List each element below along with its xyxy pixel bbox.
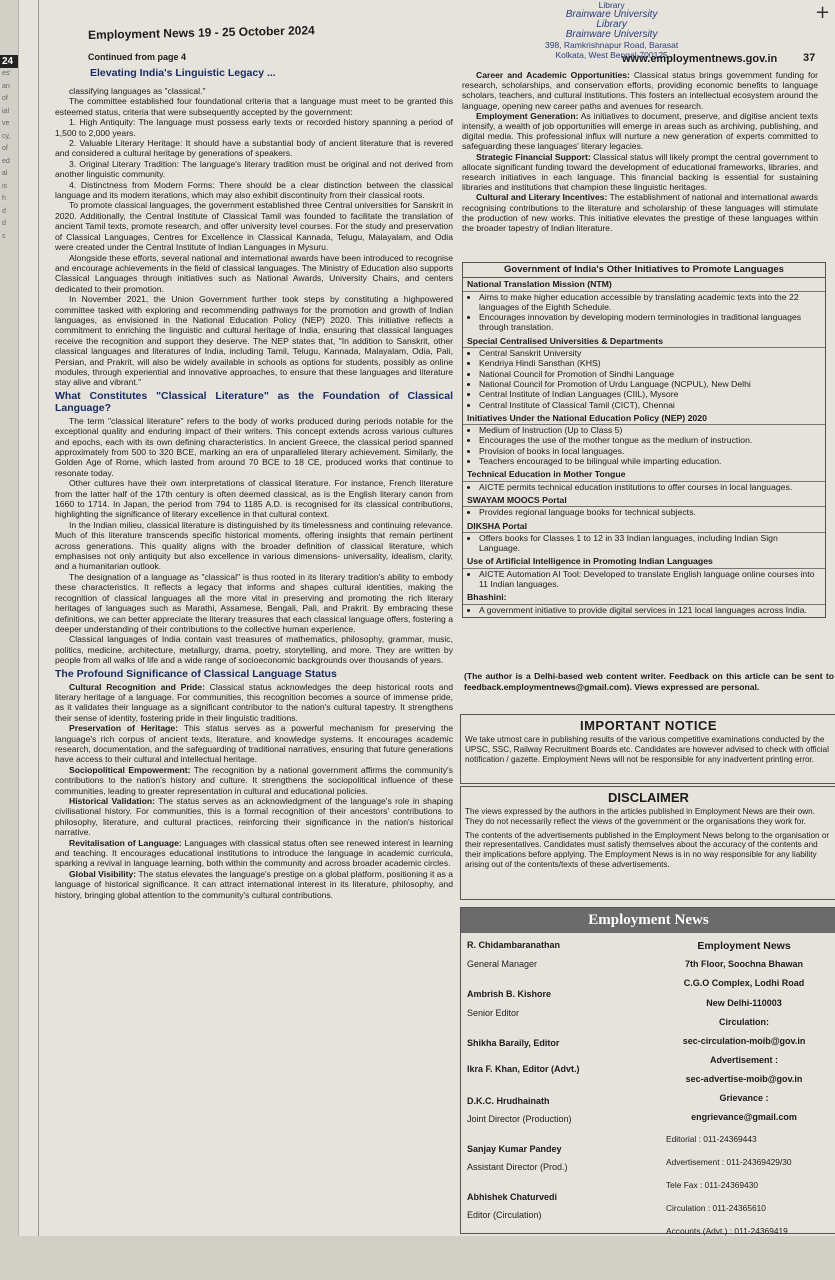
phone-line: Tele Fax : 011-24369430 (666, 1180, 759, 1190)
section-heading: The Profound Significance of Classical Language Status (55, 667, 337, 680)
stamp-line: Library (596, 19, 627, 30)
point-text: Classical status will likely prompt the central government to allocate significant funding toward the development of educational frameworks, libraries, and research initiatives in each language. This financial backing is essential for sustaining libraries and institutions that champion these linguistic heritages. (462, 151, 818, 193)
initiative-list (463, 507, 825, 519)
library-stamp (545, 0, 678, 60)
initiative-section-title: National Translation Mission (NTM) (463, 278, 825, 291)
benefit-point (462, 111, 818, 152)
staff-name: D.K.C. Hrudhainath (467, 1096, 550, 1106)
significance-point (55, 796, 453, 838)
initiative-section-title: Use of Artificial Intelligence in Promoting Indian Languages (463, 555, 825, 568)
point-lead: Sociopolitical Empowerment: (69, 764, 191, 775)
point-text: Languages with classical status often see renewed interest in learning and teaching. It encourages educational institutions to introduce the language in academic curricula, sparking a revival in language learning, both within the community and across broader academic circles. (55, 837, 453, 869)
right-column-body (462, 70, 818, 233)
spine-fragment: ial (2, 107, 10, 115)
important-notice-box (460, 714, 835, 784)
masthead-title: Employment News (461, 908, 835, 933)
spine-fragment: s (2, 232, 6, 240)
notice-title: IMPORTANT NOTICE (579, 718, 718, 733)
initiative-list (463, 292, 825, 335)
initiative-item: • Medium of Instruction (Up to Class 5) (479, 425, 821, 435)
office-line: Employment News (697, 940, 791, 952)
office-line: C.G.O Complex, Lodhi Road (683, 978, 805, 988)
article-body (55, 86, 453, 900)
point-text: Classical status acknowledges the deep historical roots and literary heritage of a language. For communities, this recognition becomes a source of immense pride, as it validates their language as a significant contributor to the nation's cultural tapestry. It strengthens their sense of identity, fostering pride in their linguistic traditions. (55, 681, 453, 723)
article-paragraph: The committee established four foundational criteria that a language must meet to be granted this esteemed status, criteria that were subsequently accepted by the government: (55, 96, 453, 117)
initiative-list (463, 425, 825, 468)
spine-fragment: es' (2, 70, 11, 77)
initiative-section-title: SWAYAM MOOCS Portal (463, 494, 825, 507)
initiative-section-title: DIKSHA Portal (463, 520, 825, 533)
stamp-line: Library (598, 0, 625, 10)
point-lead: Preservation of Heritage: (69, 723, 179, 734)
staff-name: Shikha Baraily, Editor (467, 1038, 560, 1048)
staff-role: Assistant Director (Prod.) (467, 1162, 568, 1172)
initiative-list (463, 482, 825, 494)
significance-point (55, 765, 453, 796)
article-paragraph: In the Indian milieu, classical literature is distinguished by its timelessness and continuing relevance. Much of this literature transcends specific historical moments, offering insights that remain pertinent across generations. This quality aligns with the broader definition of classical literature, which emphasises not only antiquity but also excellence in various dimensions- universality, idealism, clarity, and a humanitarian outlook. (55, 519, 453, 572)
article-paragraph: Classical languages of India contain vast treasures of mathematics, philosophy, grammar, music, politics, medicine, architecture, metallurgy, drama, poetry, storytelling, and more. They are written by people from all walks of life and a wide range of socioeconomic backgrounds over thousands of years. (55, 634, 453, 666)
disclaimer-box (460, 786, 835, 900)
phone-line: Advertisement : 011-24369429/30 (666, 1157, 792, 1167)
masthead-box (460, 907, 835, 1234)
benefit-point (462, 152, 818, 193)
staff-role: Editor (Circulation) (467, 1210, 542, 1220)
initiative-item: • AICTE Automation AI Tool: Developed to translate English language online courses into 11 Indian languages. (479, 569, 821, 590)
initiative-item: • Teachers encouraged to be bilingual while imparting education. (479, 456, 821, 466)
stamp-line: Brainware University (565, 29, 658, 40)
article-paragraph: Alongside these efforts, several national and international awards have been introduced to recognise and encourage achievements in the field of classical languages. The Ministry of Education also supports Classical Languages through initiatives such as National Awards, University Chairs, and centers dedicated to their promotion. (55, 252, 453, 294)
article-paragraph: The term "classical literature" refers to the body of works produced during periods notable for the exceptional quality and enduring impact of their writers. This concept extends across various cultures and epochs, each with its own defining characteristics. In ancient Greece, the classical period spanned approximately from 500 to 320 BCE, marking an era of unparalleled literary achievement. Similarly, the Golden Age of Rome, which lasted from around 70 BCE to 18 CE, produced works that continue to resonate today. (55, 415, 453, 478)
initiative-section-title: Bhashini: (463, 591, 825, 604)
stamp-line: Brainware University (565, 9, 658, 20)
spine-fragment: cy, (2, 132, 11, 140)
article-title: Elevating India's Linguistic Legacy ... (90, 67, 276, 79)
stamp-line: 398, Ramkrishnapur Road, Barasat (545, 40, 679, 50)
office-line: Grievance : (719, 1093, 769, 1103)
point-lead: Historical Validation: (69, 796, 155, 806)
initiative-list (463, 533, 825, 556)
disclaimer-text: The contents of the advertisements published in the Employment News belong to the organisation or their representatives. Candidates must satisfy themselves about the accuracy of the contents and their implications before applying. The Employment News is in no way responsible for any liability arising out of the contents/texts of these advertisements. (465, 830, 830, 869)
point-lead: Cultural Recognition and Pride: (69, 681, 205, 692)
initiative-item: • Central Institute of Indian Languages (CIIL), Mysore (479, 389, 821, 399)
phone-line: Accounts (Advt.) : 011-24369419 (666, 1226, 788, 1236)
point-lead: Strategic Financial Support: (476, 151, 591, 162)
initiative-item: • Provision of books in local languages. (479, 446, 821, 456)
article-paragraph: 1. High Antiquity: The language must possess early texts or recorded history spanning a period of 1,500 to 2,000 years. (55, 117, 453, 138)
point-text: Classical status brings government funding for research, scholarships, and conservation efforts, providing economic benefits to language scholars, teachers, and cultural institutions. This fosters an intellectual ecosystem around the language, opening new career paths and avenues for research. (462, 70, 818, 111)
initiative-section-title: Initiatives Under the National Education Policy (NEP) 2020 (463, 412, 825, 425)
staff-role: General Manager (467, 959, 538, 969)
initiative-item: • Offers books for Classes 1 to 12 in 33 Indian languages, including Indian Sign Language. (479, 533, 821, 554)
staff-name: Ambrish B. Kishore (467, 989, 552, 999)
spine-fragment: ve (2, 120, 10, 127)
staff-name: Abhishek Chaturvedi (467, 1192, 558, 1202)
article-paragraph: To promote classical languages, the government established three Central universities for Sanskrit in 2020. Additionally, the Central Institute of Classical Tamil was founded to facilitate the translation of ancient Tamil texts, promote research, and offer university level courses. For the study and preservation of Classical Languages, Centres for Excellence in Classical Kannada, Telugu, Malayalam, and Odia were created under the Central Institute of Indian Languages in Mysuru. (55, 200, 453, 253)
office-line: Advertisement : (709, 1055, 779, 1065)
adjacent-page-edge (0, 0, 19, 1280)
benefit-point (462, 192, 818, 233)
point-text: The status elevates the language's prestige on a global platform, positioning it as a language of historical significance. It can attract international interest in its literature, philosophy, and history, bringing global attention to the community's cultural contributions. (55, 868, 453, 900)
page-number: 37 (803, 52, 816, 64)
section-heading: What Constitutes "Classical Literature" as the Foundation of Classical Language? (55, 389, 453, 414)
notice-text: We take utmost care in publishing results of the various competitive examinations conducted by the UPSC, SSC, Railway Recruitment Boards etc. Candidates are however advised to check with official notification / gazette. Employment News will not be responsible for any inadvertent printing error. (465, 735, 829, 764)
spine-fragment: ed (2, 157, 10, 165)
website-url: www.employmentnews.gov.in (622, 53, 778, 65)
continued-label: Continued from page 4 (88, 52, 187, 62)
significance-point (55, 869, 453, 900)
plus-mark-icon: + (815, 2, 831, 23)
spine-fragment: d (2, 207, 6, 215)
significance-point (55, 723, 453, 765)
significance-point (55, 838, 453, 869)
staff-role: Joint Director (Production) (467, 1114, 572, 1124)
point-text: The recognition by a national government affirms the community's contributions to the nation's history and culture. It strengthens the sociopolitical influence of these communities, leading to greater representation in cultural and educational policies. (55, 764, 453, 796)
article-paragraph: 3. Original Literary Tradition: The language's literary tradition must be original and not derived from another linguistic community. (55, 158, 453, 180)
initiative-item: • Central Sanskrit University (479, 348, 821, 358)
initiative-item: • National Council for Promotion of Sindhi Language (479, 369, 821, 379)
article-paragraph: classifying languages as "classical." (69, 86, 206, 96)
disclaimer-text: The views expressed by the authors in the articles published in Employment News are their own. They do not necessarily reflect the views of the government or the organisations they work for. (465, 807, 815, 826)
spine-fragment: al (2, 170, 8, 177)
phone-line: Editorial : 011-24369443 (666, 1134, 757, 1144)
point-text: This status serves as a powerful mechanism for preserving the language's rich corpus of ancient texts, literature, and knowledge systems. It encourages academic research, documentation, and the safeguarding of traditional narratives, ensuring that future generations have access to their cultural and intellectual heritage. (55, 723, 453, 765)
initiative-item: • Central Institute of Classical Tamil (CICT), Chennai (479, 400, 821, 410)
initiative-item: • Provides regional language books for technical subjects. (479, 507, 821, 517)
stamp-line: Kolkata, West Bengal-700125 (555, 50, 668, 60)
spine-fragment: is (2, 182, 8, 190)
initiative-item: • Kendriya Hindi Sansthan (KHS) (479, 358, 821, 368)
article-paragraph: Other cultures have their own interpretations of classical literature. For instance, French literature from the latter half of the 17th century is often deemed classical, as is the English literary canon from 1660 to 1714. In Japan, the period from 794 to 1185 A.D. is recognised for its classical contributions, highlighting the significance of literary excellence in that cultural context. (55, 478, 453, 520)
article-paragraph: 4. Distinctness from Modern Forms: There should be a clear distinction between the classical language and its modern iterations, which may also exhibit discontinuity from their classical roots. (55, 179, 453, 201)
phone-line: Circulation : 011-24365610 (666, 1203, 766, 1213)
staff-role: Senior Editor (467, 1008, 520, 1018)
initiative-item: • Aims to make higher education accessible by translating academic texts into the 22 languages of the Eighth Schedule. (479, 292, 821, 313)
office-line: Circulation: (718, 1017, 769, 1027)
initiative-item: • National Council for Promotion of Urdu Language (NCPUL), New Delhi (479, 379, 821, 389)
office-line: New Delhi-110003 (706, 998, 782, 1008)
spine-fragment: an (2, 82, 10, 90)
initiative-item: • Encourages the use of the mother tongue as the medium of instruction. (479, 435, 821, 445)
point-lead: Revitalisation of Language: (69, 837, 182, 848)
benefit-point (462, 70, 818, 111)
initiatives-box (462, 262, 826, 618)
adjacent-page-number: 24 (0, 55, 18, 68)
author-note: (The author is a Delhi-based web content writer. Feedback on this article can be sent to feedback.employmentnews@gmail.com). Views expressed are personal. (464, 671, 834, 692)
initiative-list (463, 605, 825, 617)
initiative-item: • Encourages innovation by developing modern terminologies in traditional languages through translation. (479, 312, 821, 333)
office-line: engrievance@gmail.com (691, 1112, 797, 1122)
spine-fragment: of (2, 95, 8, 102)
spine-fragment: of (2, 145, 8, 152)
staff-name: Ikra F. Khan, Editor (Advt.) (467, 1064, 580, 1074)
staff-name: R. Chidambaranathan (467, 940, 561, 950)
point-text: The status serves as an acknowledgment of the language's role in shaping civilisational history. For communities, this is a formal recognition of their ancestors' contributions to philosophy, literature, and cultural practices, reinforcing their significance in the nation's historical narrative. (55, 796, 453, 838)
page-bottom-edge (0, 1236, 835, 1280)
initiative-list (463, 348, 825, 412)
initiative-list (463, 569, 825, 592)
initiative-section-title: Special Centralised Universities & Departments (463, 335, 825, 348)
staff-name: Sanjay Kumar Pandey (467, 1144, 562, 1154)
initiative-item: • AICTE permits technical education institutions to offer courses in local languages. (479, 482, 821, 492)
initiative-item: • A government initiative to provide digital services in 121 local languages across India. (479, 605, 821, 615)
spine-fragment: h (2, 195, 6, 202)
page-header-title: Employment News 19 - 25 October 2024 (87, 23, 315, 42)
initiative-section-title: Technical Education in Mother Tongue (463, 468, 825, 481)
spine-fragment: d (2, 220, 6, 227)
point-text: As initiatives to document, preserve, and digitise ancient texts intensify, a wealth of job opportunities will emerge in areas such as archiving, publishing, and digital media. This professional influx will nurture a new generation of experts committed to safeguarding these languages' literary legacies. (462, 110, 818, 152)
initiatives-title: Government of India's Other Initiatives to Promote Languages (463, 263, 825, 278)
significance-point (55, 682, 453, 724)
office-line: sec-circulation-moib@gov.in (682, 1036, 806, 1046)
article-paragraph: The designation of a language as "classical" is thus rooted in its literary tradition's ability to embody these characteristics. It reflects a legacy that informs and shapes cultural identities, making the recognition of classical languages all the more vital in preserving and promoting the rich literary heritages of languages such as Marathi, Assamese, Bengali, Pali, and Prakrit. By embracing these definitions, we can better appreciate the literary treasures that each classical language offers, fostering a deeper understanding of their contributions to the collective human experience. (55, 571, 453, 634)
office-line: 7th Floor, Soochna Bhawan (684, 959, 803, 969)
article-paragraph: In November 2021, the Union Government further took steps by constituting a highpowered committee tasked with exploring and recommending pathways for the promotion and growth of Indian languages, as envisioned in the National Education Policy (NEP) 2020. This initiative reflects a commitment to enriching the linguistic and cultural heritage of India, ensuring that classical languages receive the recognition and support they deserve. The NEP states that, "In addition to Sanskrit, other classical languages and literatures of India, including Tamil, Telugu, Kannada, Malayalam, Odia, Pali, Persian, and Prakrit, will also be widely available in schools as options for students, possibly as online modules, through experiential and innovative approaches, to ensure that these languages and literature stay alive and vibrant." (55, 294, 453, 388)
disclaimer-title: DISCLAIMER (608, 790, 689, 805)
point-lead: Career and Academic Opportunities: (476, 70, 630, 80)
point-lead: Cultural and Literary Incentives: (476, 192, 608, 203)
article-paragraph: 2. Valuable Literary Heritage: It should have a substantial body of ancient literature that is revered and considered a cultural heritage by generations of speakers. (55, 138, 453, 159)
point-lead: Employment Generation: (476, 110, 579, 121)
point-text: The establishment of national and international awards recognising contributions to the literature and scholarship of these languages will stimulate the production of new works. This initiative elevates the prestige of these languages within the broader tapestry of Indian literature. (462, 192, 818, 234)
point-lead: Global Visibility: (69, 868, 137, 879)
office-line: sec-advertise-moib@gov.in (685, 1074, 803, 1084)
